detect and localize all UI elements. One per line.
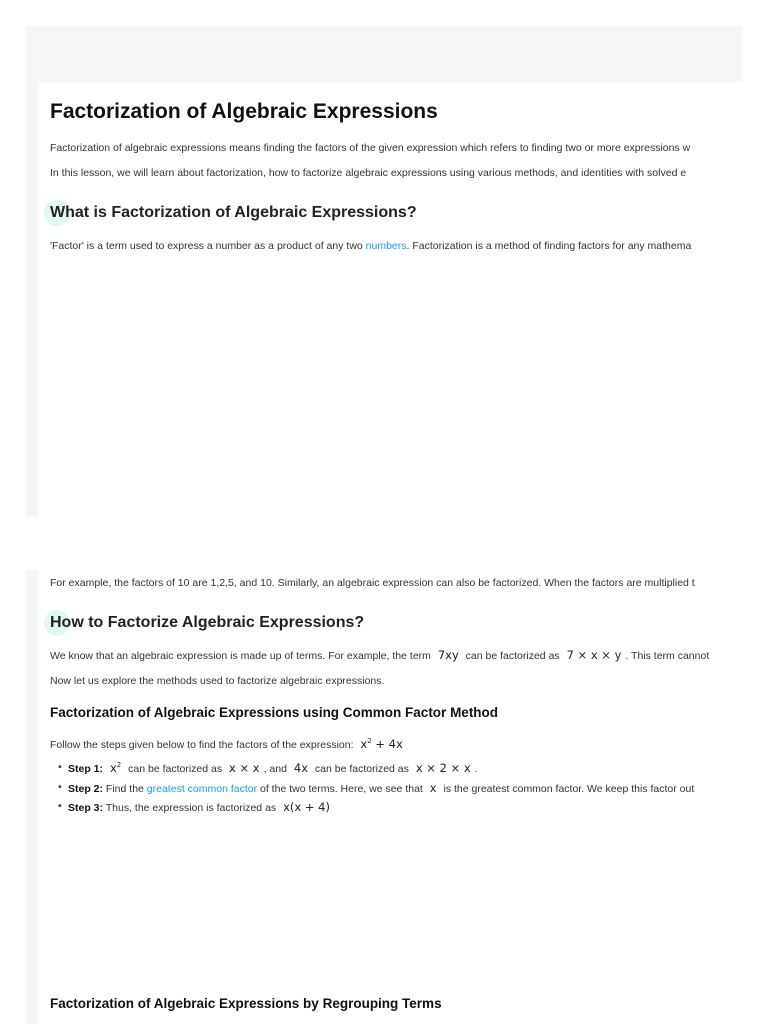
step-text: Find the xyxy=(103,783,147,795)
factor-definition-paragraph xyxy=(50,240,742,252)
step-text: , and xyxy=(263,763,290,775)
step-label: Step 1: xyxy=(68,763,104,775)
math-exponent: 2 xyxy=(116,761,122,770)
step-text: Thus, the expression is factorized as xyxy=(103,802,280,814)
step-label: Step 2: xyxy=(68,783,104,795)
intro-paragraph-2: In this lesson, we will learn about factorization, how to factorize algebraic expressions using various methods, and identities with solved e xyxy=(50,167,687,179)
math-7xy: 7xy xyxy=(437,648,459,662)
math-x-x-plus-4: x(x + 4) xyxy=(283,800,330,814)
left-rail-lower xyxy=(26,570,38,1024)
page-title: Factorization of Algebraic Expressions xyxy=(50,100,438,123)
section-heading-how-to-text: How to Factorize Algebraic Expressions? xyxy=(50,614,365,631)
terms-text: We know that an algebraic expression is made up of terms. For example, the term xyxy=(50,650,434,662)
factor-definition-text: 'Factor' is a term used to express a number as a product of any two xyxy=(50,240,366,252)
section-heading-what-is-text: What is Factorization of Algebraic Expressions? xyxy=(50,204,417,221)
intro-paragraph-1: Factorization of algebraic expressions means finding the factors of the given expression which refers to finding two or more expressions w xyxy=(50,142,691,154)
math-rest: + 4x xyxy=(371,737,403,751)
terms-text: can be factorized as xyxy=(462,650,563,662)
section-heading-how-to xyxy=(50,614,742,632)
step-text: of the two terms. Here, we see that xyxy=(257,783,426,795)
step-text: can be factorized as xyxy=(125,763,226,775)
factor-example-paragraph: For example, the factors of 10 are 1,2,5, and 10. Similarly, an algebraic expression can also be factorized. When the factors are multiplied t xyxy=(50,577,695,589)
step-text: is the greatest common factor. We keep this factor out xyxy=(440,783,695,795)
left-rail-upper xyxy=(26,82,38,517)
section-heading-what-is xyxy=(50,204,742,222)
math-x-2-x: x × 2 × x xyxy=(415,761,471,775)
explore-methods-paragraph: Now let us explore the methods used to factorize algebraic expressions. xyxy=(50,675,385,687)
math-4x: 4x xyxy=(293,761,308,775)
terms-text: . This term cannot xyxy=(625,650,710,662)
step-label: Step 3: xyxy=(68,802,104,814)
common-factor-method-heading: Factorization of Algebraic Expressions using Common Factor Method xyxy=(50,705,499,720)
greatest-common-factor-link[interactable]: greatest common factor xyxy=(146,783,258,795)
factor-definition-text-cont: . Factorization is a method of finding factors for any mathema xyxy=(406,240,692,252)
step-1-item xyxy=(58,761,742,775)
math-base: x xyxy=(360,737,368,751)
math-base: x xyxy=(109,761,117,775)
step-2-item xyxy=(58,781,742,795)
math-exponent: 2 xyxy=(367,737,372,746)
math-7-x-x-y: 7 × x × y xyxy=(566,648,622,662)
math-expression xyxy=(360,737,402,751)
regrouping-method-heading: Factorization of Algebraic Expressions by Regrouping Terms xyxy=(50,996,442,1011)
math-x-times-x: x × x xyxy=(229,761,260,775)
top-banner xyxy=(26,26,742,82)
math-x-squared xyxy=(110,761,121,775)
step-text: . xyxy=(474,763,478,775)
step-text: can be factorized as xyxy=(312,763,412,775)
steps-intro-text: Follow the steps given below to find the factors of the expression: xyxy=(50,739,357,751)
terms-paragraph xyxy=(50,648,742,662)
steps-intro-paragraph xyxy=(50,737,742,751)
numbers-link[interactable]: numbers xyxy=(365,240,407,252)
step-3-item xyxy=(58,800,742,814)
math-x: x xyxy=(429,781,437,795)
